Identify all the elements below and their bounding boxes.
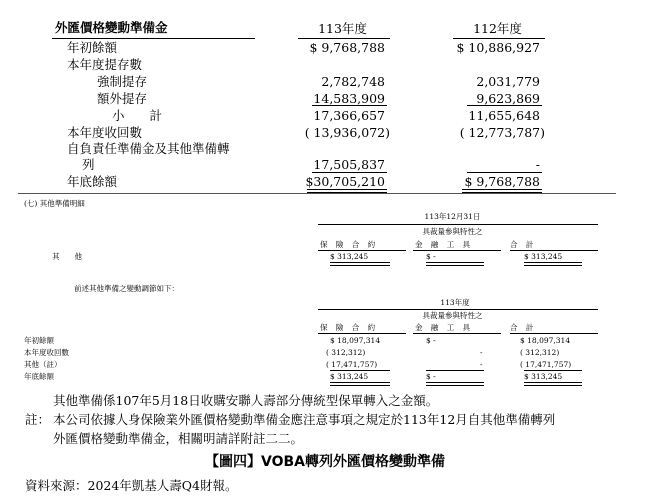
v112-closing: $ 9,768,788 (464, 174, 540, 189)
v113-recovered: ( 13,936,072) (304, 125, 390, 140)
movement-closing-financial: $ - (426, 372, 436, 381)
v113-transfer: 17,505,837 (313, 157, 385, 172)
v112-subtotal: 11,655,648 (468, 108, 540, 123)
row-label-transfer: 自負責任準備金及其他準備轉 (67, 141, 230, 156)
v113-closing: $30,705,210 (305, 174, 385, 189)
row-label-provision: 本年度提存數 (67, 57, 143, 72)
movement-other-insurance: ( 17,471,757) (326, 360, 378, 369)
v112-recovered: ( 12,773,787) (459, 125, 545, 140)
v112-transfer: - (535, 157, 540, 172)
other-row-label: 其 他 (52, 252, 82, 261)
other-row-total: $ 313,245 (524, 252, 563, 261)
movement-label-opening: 年初餘額 (24, 336, 54, 345)
movement-recovered-financial: - (480, 348, 483, 357)
figure-caption: 【圖四】VOBA轉列外匯價格變動準備 (205, 454, 445, 470)
v113-opening: $ 9,768,788 (309, 40, 385, 55)
other-row-financial: $ - (426, 252, 436, 261)
movement-col-total: 合 計 (510, 323, 537, 332)
row-label-recovered: 本年度收回數 (67, 125, 143, 140)
movement-closing-total: $ 313,245 (524, 372, 563, 381)
v113-subtotal: 17,366,657 (313, 108, 385, 123)
v113-mandatory: 2,782,748 (321, 74, 385, 89)
col-header-112: 112年度 (473, 21, 522, 36)
movement-intro: 前述其他準備之變動調節如下： (74, 284, 179, 293)
movement-recovered-total: ( 312,312) (520, 348, 560, 357)
row-label-opening: 年初餘額 (67, 40, 118, 55)
col-financial-instrument: 金 融 工 具 (415, 240, 474, 249)
col-total: 合 計 (510, 240, 537, 249)
row-label-additional: 額外提存 (97, 91, 148, 106)
movement-col-financial: 金 融 工 具 (415, 323, 474, 332)
v112-mandatory: 2,031,779 (476, 74, 540, 89)
col-header-113: 113年度 (318, 21, 367, 36)
movement-closing-insurance: $ 313,245 (330, 372, 369, 381)
movement-label-recovered: 本年度收回數 (24, 348, 69, 357)
note-prefix: 註： (25, 412, 51, 427)
v112-opening: $ 10,886,927 (456, 40, 540, 55)
note-line-1: 其他準備係107年5月18日收購安聯人壽部分傳統型保單轉入之金額。 (53, 393, 439, 408)
row-label-transfer-cont: 列 (82, 157, 95, 172)
note-line-2: 本公司依據人身保險業外匯價格變動準備金應注意事項之規定於113年12月自其他準備轉列 (53, 412, 556, 427)
row-label-mandatory: 強制提存 (97, 74, 148, 89)
source-note: 資料來源：2024年凱基人壽Q4財報。 (25, 478, 238, 493)
movement-opening-financial: $ - (426, 336, 436, 345)
movement-year-header: 113年度 (440, 298, 470, 307)
movement-col-insurance: 保 險 合 約 (320, 323, 379, 332)
movement-other-total: ( 17,471,757) (520, 360, 572, 369)
note-line-3: 外匯價格變動準備金，相關明請詳附註二二。 (53, 431, 304, 446)
table-title: 外匯價格變動準備金 (55, 20, 168, 35)
v112-additional: 9,623,869 (476, 91, 540, 106)
row-label-closing: 年底餘額 (67, 174, 118, 189)
statement-group-header: 具裁量參與特性之 (422, 227, 483, 236)
statement-section-title: (七) 其他準備明細 (24, 199, 85, 208)
statement-date-header: 113年12月31日 (424, 212, 481, 221)
movement-group-header: 具裁量參與特性之 (422, 311, 483, 320)
col-insurance-contract: 保 險 合 約 (320, 240, 379, 249)
movement-other-financial: - (480, 360, 483, 369)
movement-label-closing: 年底餘額 (24, 372, 54, 381)
movement-label-other: 其他（註） (24, 360, 62, 369)
movement-opening-total: $ 18,097,314 (520, 336, 571, 345)
row-label-subtotal: 小 計 (112, 108, 163, 123)
movement-opening-insurance: $ 18,097,314 (330, 336, 381, 345)
movement-recovered-insurance: ( 312,312) (326, 348, 366, 357)
v113-additional: 14,583,909 (313, 91, 385, 106)
other-row-insurance: $ 313,245 (330, 252, 369, 261)
